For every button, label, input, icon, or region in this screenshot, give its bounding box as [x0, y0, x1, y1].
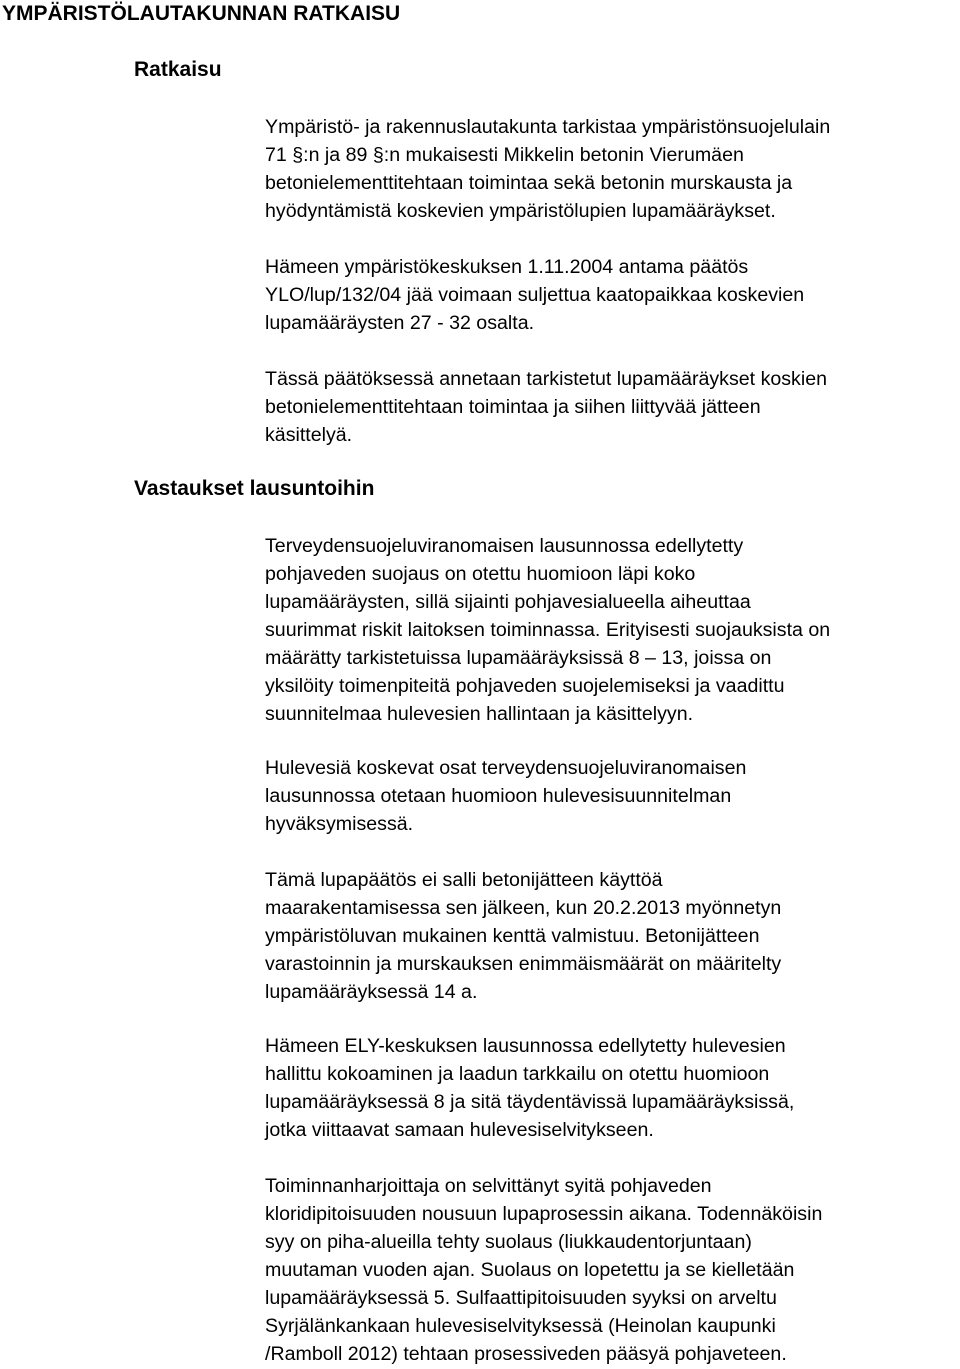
paragraph [265, 253, 960, 337]
paragraph [265, 113, 960, 225]
paragraph [265, 754, 960, 838]
text-line: suurimmat riskit laitoksen toiminnassa. Erityisesti suojauksista on [265, 619, 831, 641]
text-line: jotka viittaavat samaan hulevesiselvitykseen. [265, 1119, 654, 1141]
text-line: suunnitelmaa hulevesien hallintaan ja käsittelyyn. [265, 703, 694, 725]
text-line: lupamääräyksessä 5. Sulfaattipitoisuuden syyksi on arveltu [265, 1287, 777, 1309]
text-line: Ympäristö- ja rakennuslautakunta tarkistaa ympäristönsuojelulain [265, 116, 831, 138]
text-line: betonielementtitehtaan toimintaa ja siihen liittyvää jätteen [265, 396, 761, 418]
text-line: määrätty tarkistetuissa lupamääräyksissä 8 – 13, joissa on [265, 647, 772, 669]
text-line: syy on piha-alueilla tehty suolaus (liukkaudentorjuntaan) [265, 1231, 752, 1253]
text-line: Toiminnanharjoittaja on selvittänyt syitä pohjaveden [265, 1175, 712, 1197]
text-line: lupamääräysten, sillä sijainti pohjavesialueella aiheuttaa [265, 591, 751, 613]
text-line: hyväksymisessä. [265, 813, 414, 835]
text-line: hyödyntämistä koskevien ympäristölupien lupamääräykset. [265, 200, 776, 222]
text-line: Hulevesiä koskevat osat terveydensuojeluviranomaisen [265, 757, 747, 779]
text-line: hallittu kokoaminen ja laadun tarkkailu on otettu huomioon [265, 1063, 770, 1085]
text-line: lausunnossa otetaan huomioon hulevesisuunnitelman [265, 785, 732, 807]
text-line: Hämeen ELY-keskuksen lausunnossa edellytetty hulevesien [265, 1035, 786, 1057]
paragraph [265, 866, 960, 1006]
text-line: Syrjälänkankaan hulevesiselvityksessä (Heinolan kaupunki [265, 1315, 776, 1337]
text-line: /Ramboll 2012) tehtaan prosessiveden pääsyä pohjaveteen. [265, 1343, 787, 1365]
text-line: Tässä päätöksessä annetaan tarkistetut lupamääräykset koskien [265, 368, 827, 390]
text-line: lupamääräysten 27 - 32 osalta. [265, 312, 535, 334]
text-line: lupamääräyksessä 8 ja sitä täydentävissä lupamääräyksissä, [265, 1091, 795, 1113]
text-line: lupamääräyksessä 14 a. [265, 981, 478, 1003]
document-title: YMPÄRISTÖLAUTAKUNNAN RATKAISU [2, 2, 401, 25]
text-line: Hämeen ympäristökeskuksen 1.11.2004 antama päätös [265, 256, 749, 278]
text-line: ympäristöluvan mukainen kenttä valmistuu. Betonijätteen [265, 925, 760, 947]
paragraph [265, 532, 960, 728]
text-line: pohjaveden suojaus on otettu huomioon läpi koko [265, 563, 696, 585]
text-line: YLO/lup/132/04 jää voimaan suljettua kaatopaikkaa koskevien [265, 284, 805, 306]
paragraph [265, 1172, 960, 1368]
text-line: Tämä lupapäätös ei salli betonijätteen käyttöä [265, 869, 663, 891]
text-line: kloridipitoisuuden nousuun lupaprosessin aikana. Todennäköisin [265, 1203, 823, 1225]
text-line: yksilöity toimenpiteitä pohjaveden suojelemiseksi ja vaadittu [265, 675, 785, 697]
text-line: varastoinnin ja murskauksen enimmäismäärät on määritelty [265, 953, 782, 975]
paragraph [265, 1032, 960, 1144]
section-heading-vastaukset: Vastaukset lausuntoihin [134, 477, 375, 500]
paragraph [265, 365, 960, 449]
text-line: käsittelyä. [265, 424, 353, 446]
text-line: maarakentamisessa sen jälkeen, kun 20.2.2013 myönnetyn [265, 897, 782, 919]
text-line: betonielementtitehtaan toimintaa sekä betonin murskausta ja [265, 172, 793, 194]
text-line: muutaman vuoden ajan. Suolaus on lopetettu ja se kielletään [265, 1259, 795, 1281]
section-heading-ratkaisu: Ratkaisu [134, 58, 222, 81]
text-line: Terveydensuojeluviranomaisen lausunnossa edellytetty [265, 535, 744, 557]
text-line: 71 §:n ja 89 §:n mukaisesti Mikkelin betonin Vierumäen [265, 144, 744, 166]
